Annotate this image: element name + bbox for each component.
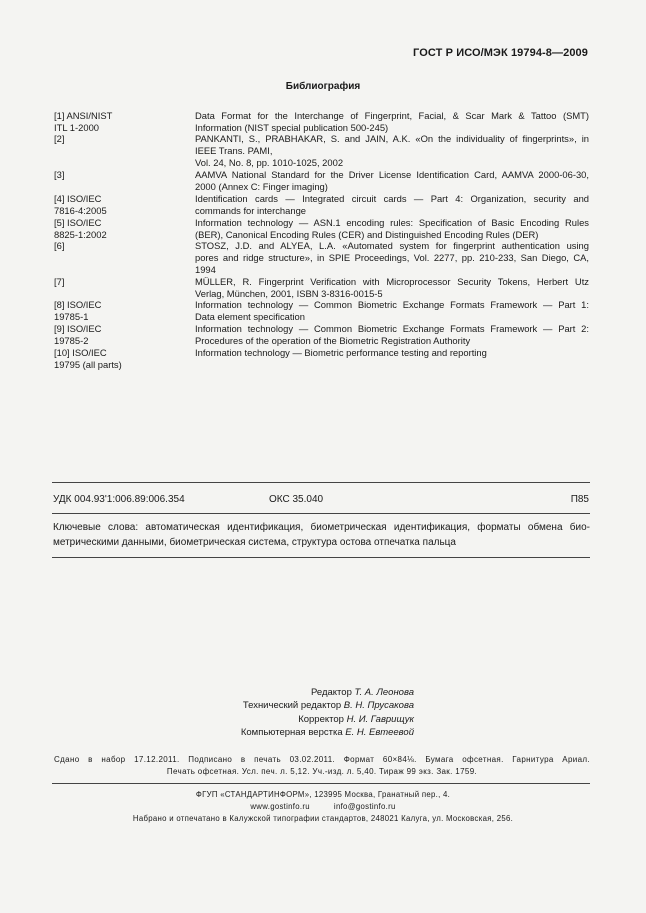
entry-text: Information technology — Common Biometric Exchange Formats Framework — Part 1: Data element specification	[195, 299, 589, 322]
entry-text: Information technology — ASN.1 encoding rules: Specification of Basic Encoding Rules (BER), Canonical Encoding Rules (CER) and Distinguished Encoding Rules (DER)	[195, 217, 589, 240]
entry-reference: [9] ISO/IEC 19785-2	[54, 323, 102, 346]
entry-text: STOSZ, J.D. and ALYEA, L.A. «Automated system for fingerprint authentication using pores and ridge structure», in SPIE Proceedings, Vol. 2277, pp. 210-233, San Diego, CA, 1994	[195, 240, 589, 275]
divider	[52, 557, 590, 558]
entry-text: Information technology — Biometric performance testing and reporting	[195, 347, 487, 358]
entry-reference: [5] ISO/IEC 8825-1:2002	[54, 217, 107, 240]
entry-reference: [6]	[54, 240, 65, 251]
entry-reference: [2]	[54, 133, 65, 144]
credit-editor: Редактор Т. А. Леонова	[310, 687, 414, 698]
classification-line	[53, 494, 589, 508]
publisher-info: ФГУП «СТАНДАРТИНФОРМ», 123995 Москва, Гранатный пер., 4. www.gostinfo.ru info@gostinfo.ru Набрано и отпечатано в Калужской типографии стандартов, 248021 Калуга, ул. Московская, 256.	[132, 790, 514, 823]
entry-reference: [4] ISO/IEC 7816-4:2005	[54, 193, 107, 216]
keywords: Ключевые слова: автоматическая идентификация, биометрическая идентификация, форматы обмена био- метрическими данными, биометрическая система, структура остова отпечатка пальца	[53, 522, 590, 548]
entry-reference: [10] ISO/IEC 19795 (all parts)	[54, 347, 122, 370]
divider	[52, 783, 590, 784]
divider	[52, 513, 590, 514]
credit-layout: Компьютерная верстка Е. Н. Евтеевой	[240, 727, 414, 739]
entry-text: MÜLLER, R. Fingerprint Verification with Microprocessor Security Tokens, Herbert Utz Verlag, München, 2001, ISBN 3-8316-0015-5	[195, 276, 589, 299]
entry-text: Information technology — Common Biometric Exchange Formats Framework — Part 2: Procedures of the operation of the Biometric Registration Authority	[195, 323, 589, 346]
entry-text: Identification cards — Integrated circuit cards — Part 4: Organization, security and commands for interchange	[195, 193, 589, 216]
entry-reference: [1] ANSI/NIST ITL 1-2000	[54, 110, 113, 133]
entry-text: PANKANTI, S., PRABHAKAR, S. and JAIN, A.K. «On the individuality of fingerprints», in IEEE Trans. PAMI, Vol. 24, No. 8, pp. 1010-1025, 2002	[195, 133, 589, 168]
bibliography-title: Библиография	[285, 81, 361, 92]
divider	[52, 482, 590, 483]
email-link[interactable]: info@gostinfo.ru	[333, 802, 396, 811]
website-link[interactable]: www.gostinfo.ru	[250, 802, 310, 811]
entry-reference: [8] ISO/IEC 19785-1	[54, 299, 102, 322]
credit-proofreader: Корректор Н. И. Гаврищук	[298, 713, 414, 725]
entry-text: Data Format for the Interchange of Fingerprint, Facial, & Scar Mark & Tattoo (SMT) Information (NIST special publication 500-245)	[195, 110, 589, 133]
print-imprint: Сдано в набор 17.12.2011. Подписано в печать 03.02.2011. Формат 60×84⅛. Бумага офсетная. Гарнитура Ариал. Печать офсетная. Усл. печ. л. 5,12. Уч.-изд. л. 5,40. Тираж 99 экз. Зак. 1759.	[54, 755, 590, 776]
entry-reference: [3]	[54, 169, 65, 180]
oks-code: ОКС 35.040	[269, 494, 324, 505]
entry-reference: [7]	[54, 276, 65, 287]
standard-code: ГОСТ Р ИСО/МЭК 19794-8—2009	[413, 47, 588, 59]
group-code: П85	[570, 494, 589, 505]
entry-text: AAMVA National Standard for the Driver License Identification Card, AAMVA 2000-06-30, 2000 (Annex C: Finger imaging)	[195, 169, 589, 192]
udk-code: УДК 004.93'1:006.89:006.354	[53, 494, 185, 505]
credit-tech-editor: Технический редактор В. Н. Прусакова	[242, 700, 414, 712]
